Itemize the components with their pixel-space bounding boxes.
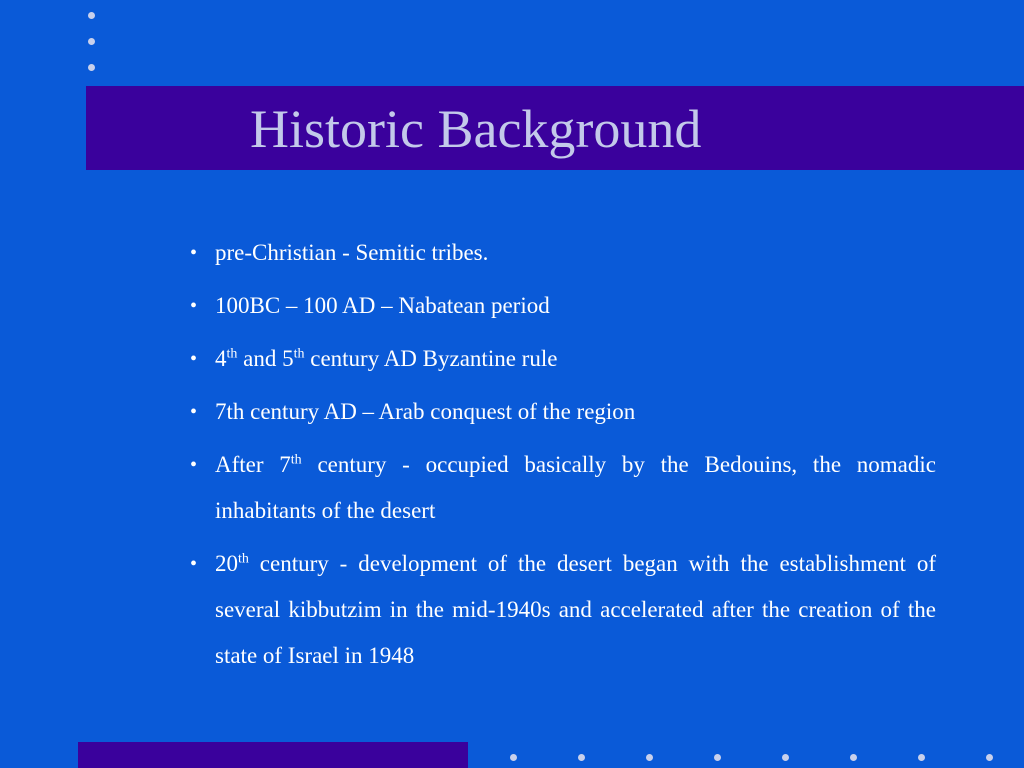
bullet-dot-icon: •: [190, 295, 198, 317]
bullet-dot-icon: •: [190, 348, 198, 370]
bullet-text: After 7: [215, 452, 291, 477]
superscript-text: th: [226, 346, 238, 362]
decorative-dot: [782, 754, 789, 761]
bullet-text: 20: [215, 551, 238, 576]
decorative-dot: [986, 754, 993, 761]
decorative-dot: [850, 754, 857, 761]
superscript-text: th: [290, 452, 302, 468]
bullet-text: 4: [215, 346, 227, 371]
bullet-dot-icon: •: [190, 242, 198, 264]
bullet-item: [190, 541, 936, 679]
decorative-dot: [510, 754, 517, 761]
decorative-dot: [646, 754, 653, 761]
bullet-item: [190, 230, 936, 276]
decorative-dot: [714, 754, 721, 761]
bottom-band: [78, 742, 468, 768]
decorative-dot: [918, 754, 925, 761]
bullet-text: and 5: [237, 346, 294, 371]
bullet-dot-icon: •: [190, 553, 198, 575]
bullet-dot-icon: •: [190, 401, 198, 423]
decorative-dot: [578, 754, 585, 761]
bullet-item: [190, 389, 936, 435]
bullet-text: pre-Christian - Semitic tribes.: [215, 240, 489, 265]
decorative-dot: [88, 38, 95, 45]
bullet-item: [190, 283, 936, 329]
bullet-text: century AD Byzantine rule: [304, 346, 558, 371]
decorative-dot: [88, 64, 95, 71]
bullet-text: 7th century AD – Arab conquest of the region: [215, 399, 636, 424]
bullet-list: [190, 230, 936, 679]
bullet-item: [190, 336, 936, 382]
bullet-text: 100BC – 100 AD – Nabatean period: [215, 293, 550, 318]
bullet-dot-icon: •: [190, 454, 198, 476]
superscript-text: th: [238, 551, 249, 567]
bullet-text: century - occupied basically by the Bedouins, the nomadic inhabitants of the desert: [215, 452, 936, 523]
bullet-item: [190, 442, 936, 534]
bullet-text: century - development of the desert began with the establishment of several kibbutzim in the mid-1940s and accelerated after the creation of the state of Israel in 1948: [215, 551, 936, 668]
superscript-text: th: [293, 346, 305, 362]
decorative-dot: [88, 12, 95, 19]
slide-title: Historic Background: [250, 99, 702, 159]
